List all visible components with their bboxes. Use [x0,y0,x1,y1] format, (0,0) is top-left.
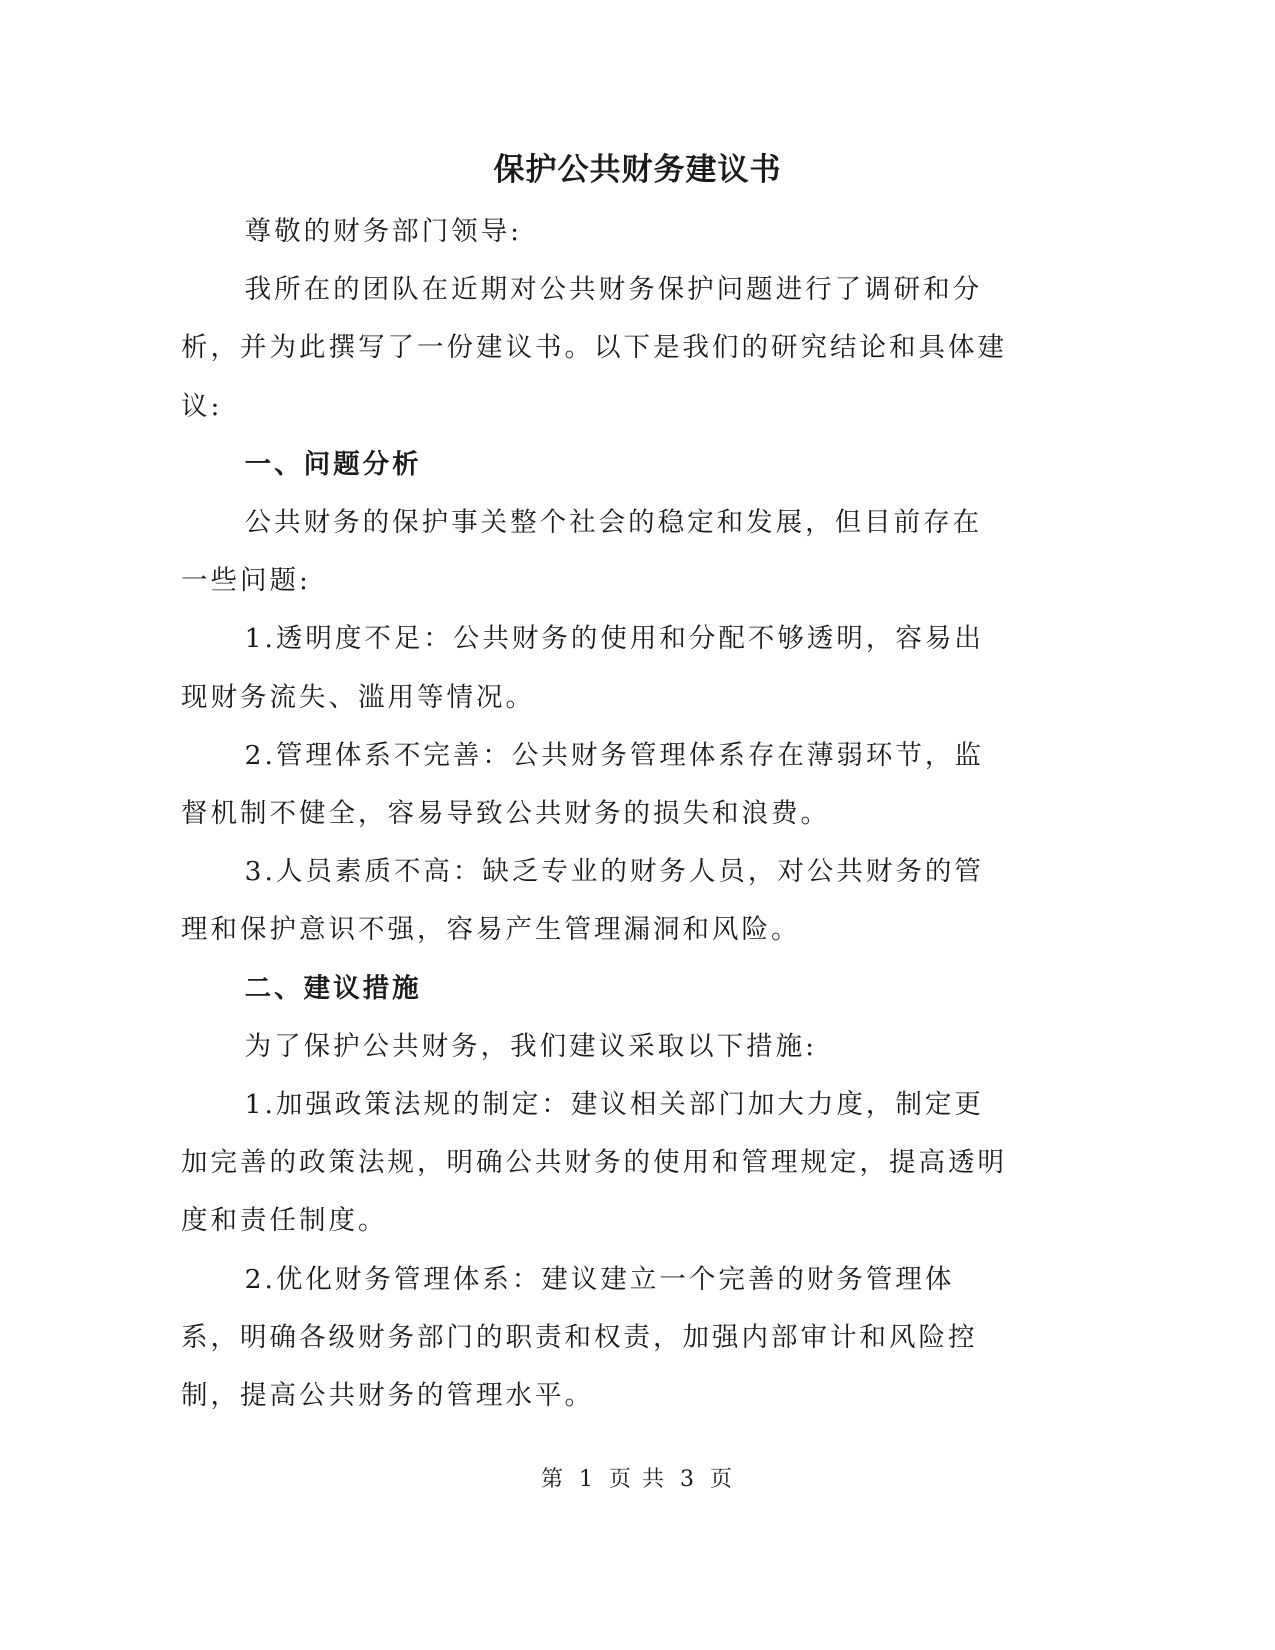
suggestion-intro-paragraph: 为了保护公共财务，我们建议采取以下措施: [244,1030,818,1062]
document-title: 保护公共财务建议书 [493,152,782,188]
document-body [181,203,1011,1425]
footer-prefix: 第 [540,1467,565,1492]
footer-suffix: 页 [710,1467,735,1492]
salutation: 尊敬的财务部门领导: [244,216,523,247]
section-heading-suggestions: 二、建议措施 [244,972,422,1004]
problem-item-2: 2.管理体系不完善：公共财务管理体系存在薄弱环节，监督机制不健全，容易导致公共财务的损失和浪费。 [181,739,984,830]
suggestion-item-2: 2.优化财务管理体系：建议建立一个完善的财务管理体系，明确各级财务部门的职责和权责，加强内部审计和风险控制，提高公共财务的管理水平。 [181,1263,978,1412]
problem-intro-paragraph: 公共财务的保护事关整个社会的稳定和发展，但目前存在一些问题: [181,507,983,597]
problem-item-3: 3.人员素质不高：缺乏专业的财务人员，对公共财务的管理和保护意识不强，容易产生管理漏洞和风险。 [181,856,984,946]
intro-paragraph: 我所在的团队在近期对公共财务保护问题进行了调研和分析，并为此撰写了一份建议书。以下是我们的研究结论和具体建议: [181,274,1007,422]
footer-middle: 页 共 [609,1467,666,1492]
problem-item-1: 1.透明度不足：公共财务的使用和分配不够透明，容易出现财务流失、滥用等情况。 [181,623,984,713]
suggestion-item-1: 1.加强政策法规的制定：建议相关部门加大力度，制定更加完善的政策法规，明确公共财务的使用和管理规定，提高透明度和责任制度。 [181,1089,1007,1237]
footer-page-number: 1 [579,1467,595,1492]
section-heading-problem-analysis: 一、问题分析 [244,448,422,480]
footer-total-pages: 3 [680,1467,696,1492]
page-footer [0,1462,1275,1498]
